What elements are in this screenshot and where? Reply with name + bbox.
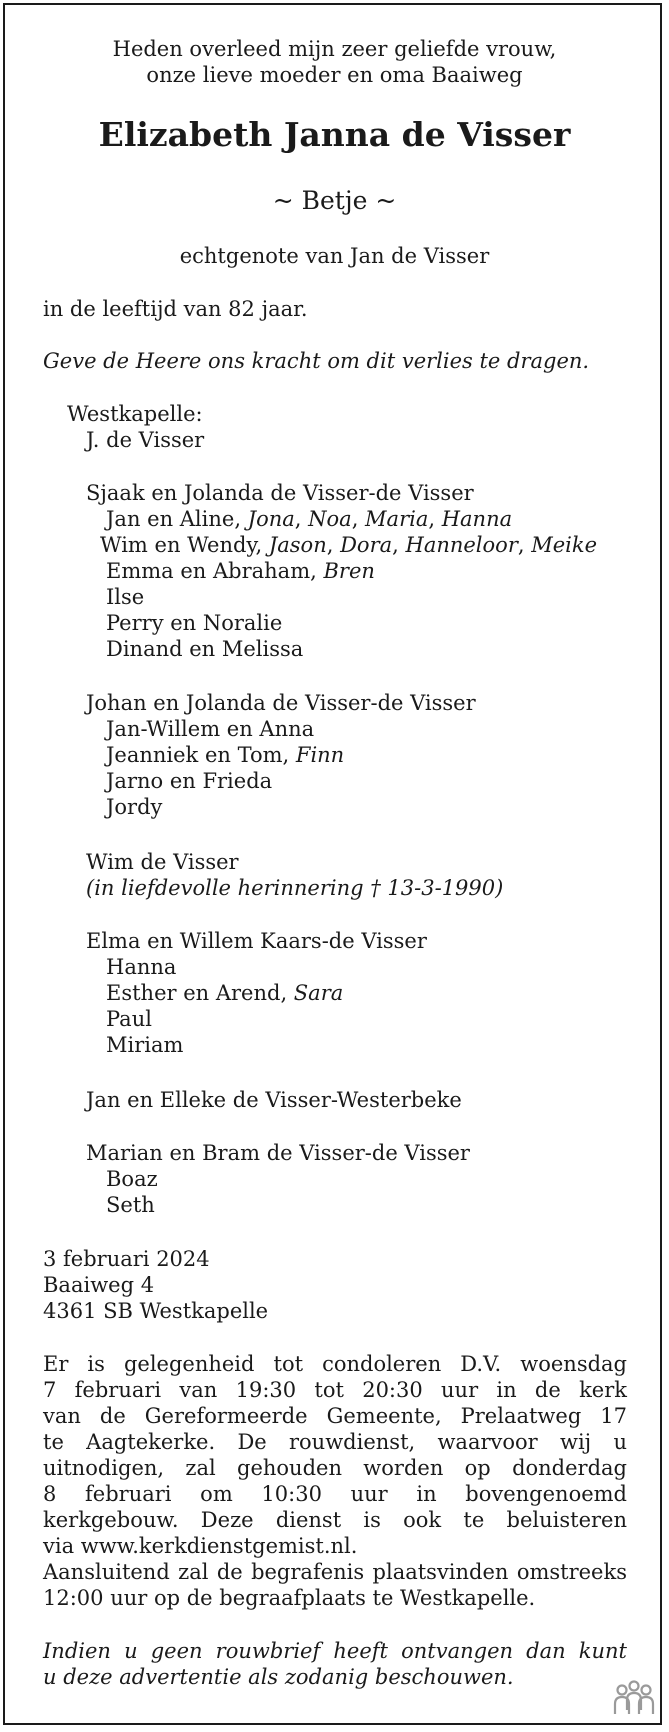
- family-place: Westkapelle:: [67, 402, 203, 426]
- family-member-row: Paul: [106, 1007, 152, 1031]
- service-line: Aansluitend zal de begrafenis plaatsvinden omstreeks: [43, 1560, 627, 1584]
- service-line: via www.kerkdienstgemist.nl.: [43, 1534, 358, 1558]
- family-member-row: Jan-Willem en Anna: [106, 717, 315, 741]
- service-line: van de Gereformeerde Gemeente, Prelaatweg 17: [43, 1404, 627, 1428]
- family-member-row: Emma en Abraham, Bren: [106, 559, 375, 583]
- family-member-row: Seth: [106, 1193, 155, 1217]
- family-member-row: Dinand en Melissa: [106, 637, 304, 661]
- service-line: uitnodigen, zal gehouden worden op donderdag: [43, 1456, 627, 1480]
- street-line: Baaiweg 4: [43, 1273, 155, 1297]
- family-group-head: Jan en Elleke de Visser-Westerbeke: [86, 1088, 462, 1112]
- memorial-note: (in liefdevolle herinnering † 13-3-1990): [86, 876, 504, 900]
- deceased-name: Elizabeth Janna de Visser: [98, 115, 571, 154]
- family-member-row: Miriam: [106, 1033, 184, 1057]
- closing-line: Indien u geen rouwbrief heeft ontvangen dan kunt: [43, 1639, 627, 1663]
- intro-line-1: Heden overleed mijn zeer geliefde vrouw,: [112, 37, 557, 61]
- family-group-head: Wim de Visser: [86, 850, 239, 874]
- family-member-row: Boaz: [106, 1167, 158, 1191]
- family-member-row: Ilse: [106, 585, 145, 609]
- family-member-row: Jan en Aline, Jona, Noa, Maria, Hanna: [106, 507, 513, 531]
- age-line: in de leeftijd van 82 jaar.: [43, 297, 308, 321]
- family-member-row: Jeanniek en Tom, Finn: [106, 743, 345, 767]
- intro-line-2: onze lieve moeder en oma Baaiweg: [146, 63, 523, 87]
- city-line: 4361 SB Westkapelle: [43, 1299, 269, 1323]
- family-member-row: Jordy: [106, 795, 163, 819]
- closing-line: u deze advertentie als zodanig beschouwen.: [43, 1665, 514, 1689]
- service-line: 8 februari om 10:30 uur in bovengenoemd: [43, 1482, 627, 1506]
- deceased-nickname: ~ Betje ~: [272, 186, 397, 215]
- service-line: 12:00 uur op de begraafplaats te Westkapelle.: [43, 1586, 536, 1610]
- service-line: kerkgebouw. Deze dienst is ook te beluisteren: [43, 1508, 627, 1532]
- family-group-head: Johan en Jolanda de Visser-de Visser: [86, 691, 476, 715]
- family-member-row: Esther en Arend, Sara: [106, 981, 344, 1005]
- spouse-line: echtgenote van Jan de Visser: [179, 244, 490, 268]
- service-line: Er is gelegenheid tot condoleren D.V. woensdag: [43, 1352, 627, 1376]
- husband: J. de Visser: [86, 428, 205, 452]
- family-member-row: Hanna: [106, 955, 177, 979]
- family-group-head: Sjaak en Jolanda de Visser-de Visser: [86, 481, 474, 505]
- people-group-icon: [612, 1680, 656, 1716]
- date-line: 3 februari 2024: [43, 1247, 210, 1271]
- verse: Geve de Heere ons kracht om dit verlies te dragen.: [43, 349, 590, 373]
- service-line: 7 februari van 19:30 tot 20:30 uur in de kerk: [43, 1378, 627, 1402]
- family-member-row: Wim en Wendy, Jason, Dora, Hanneloor, Meike: [100, 533, 598, 557]
- family-group-head: Marian en Bram de Visser-de Visser: [86, 1141, 470, 1165]
- family-group-head: Elma en Willem Kaars-de Visser: [86, 929, 427, 953]
- service-line: te Aagtekerke. De rouwdienst, waarvoor wij u: [43, 1430, 627, 1454]
- family-member-row: Perry en Noralie: [106, 611, 283, 635]
- family-member-row: Jarno en Frieda: [106, 769, 273, 793]
